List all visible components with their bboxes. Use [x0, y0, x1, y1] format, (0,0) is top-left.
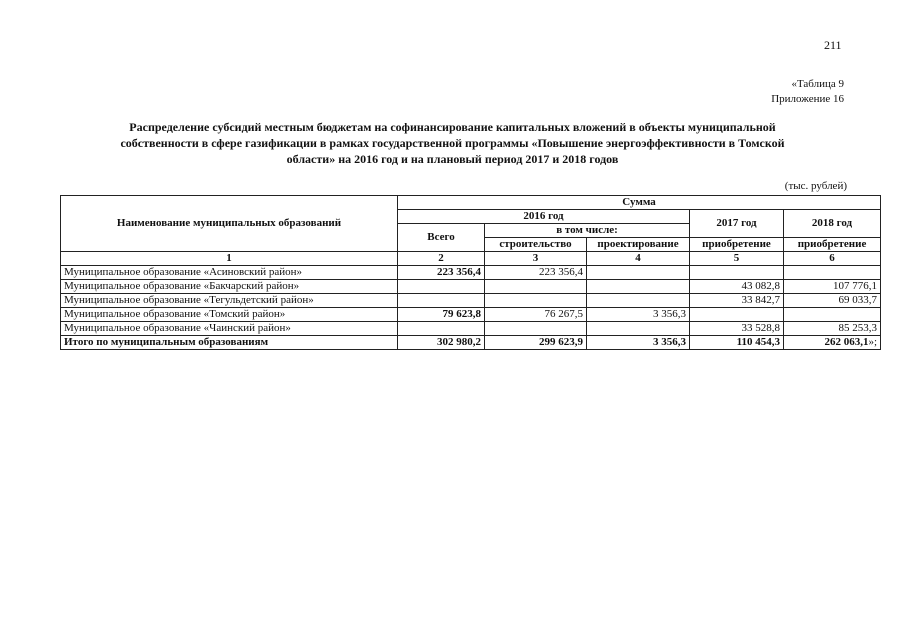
- total-cell: [398, 294, 485, 308]
- header-acquisition-2018: приобретение: [784, 238, 881, 252]
- column-number: 1: [61, 252, 398, 266]
- title-line-3: области» на 2016 год и на плановый период 2017 и 2018 годов: [286, 152, 619, 166]
- header-year-2016: 2016 год: [398, 210, 690, 224]
- year-2017-cell: 33 528,8: [690, 322, 784, 336]
- total-row-2017: 110 454,3: [690, 336, 784, 350]
- municipality-name: Муниципальное образование «Бакчарский район»: [61, 280, 398, 294]
- table-row: [61, 322, 881, 336]
- table-row: [61, 308, 881, 322]
- column-number: 2: [398, 252, 485, 266]
- total-row: [61, 336, 881, 350]
- title-line-2: собственности в сфере газификации в рамках государственной программы «Повышение энергоэффективности в Томской: [120, 136, 785, 150]
- total-cell: [398, 280, 485, 294]
- title-line-1: Распределение субсидий местным бюджетам на софинансирование капитальных вложений в объекты муниципальной: [129, 120, 776, 134]
- header-including: в том числе:: [485, 224, 690, 238]
- table-reference: [771, 77, 844, 107]
- construction-cell: 223 356,4: [485, 266, 587, 280]
- year-2018-cell: 69 033,7: [784, 294, 881, 308]
- header-acquisition-2017: приобретение: [690, 238, 784, 252]
- header-design: проектирование: [587, 238, 690, 252]
- header-name-column: Наименование муниципальных образований: [61, 196, 398, 252]
- construction-cell: 76 267,5: [485, 308, 587, 322]
- total-cell: [398, 322, 485, 336]
- construction-cell: [485, 294, 587, 308]
- total-cell: 223 356,4: [398, 266, 485, 280]
- total-row-design: 3 356,3: [587, 336, 690, 350]
- total-row-label: Итого по муниципальным образованиям: [61, 336, 398, 350]
- design-cell: [587, 294, 690, 308]
- header-construction: строительство: [485, 238, 587, 252]
- total-row-2018-value: 262 063,1: [824, 336, 869, 348]
- municipality-name: Муниципальное образование «Томский район»: [61, 308, 398, 322]
- subsidy-table: [60, 195, 881, 350]
- design-cell: [587, 280, 690, 294]
- design-cell: [587, 322, 690, 336]
- construction-cell: [485, 280, 587, 294]
- document-title: [60, 119, 845, 167]
- header-row-1: [61, 196, 881, 210]
- year-2018-cell: [784, 266, 881, 280]
- header-year-2017: 2017 год: [690, 210, 784, 238]
- municipality-name: Муниципальное образование «Чаинский район»: [61, 322, 398, 336]
- design-cell: [587, 266, 690, 280]
- column-number: 4: [587, 252, 690, 266]
- column-number: 6: [784, 252, 881, 266]
- table-row: [61, 266, 881, 280]
- total-row-total: 302 980,2: [398, 336, 485, 350]
- year-2017-cell: 33 842,7: [690, 294, 784, 308]
- page-number: 211: [824, 38, 842, 52]
- header-total: Всего: [398, 224, 485, 252]
- closing-quote-suffix: »;: [868, 336, 878, 348]
- table-row: [61, 294, 881, 308]
- year-2017-cell: 43 082,8: [690, 280, 784, 294]
- municipality-name: Муниципальное образование «Асиновский район»: [61, 266, 398, 280]
- units-label: (тыс. рублей): [784, 180, 847, 192]
- table-row: [61, 280, 881, 294]
- year-2018-cell: 85 253,3: [784, 322, 881, 336]
- year-2017-cell: [690, 266, 784, 280]
- total-cell: 79 623,8: [398, 308, 485, 322]
- column-number-row: [61, 252, 881, 266]
- construction-cell: [485, 322, 587, 336]
- design-cell: 3 356,3: [587, 308, 690, 322]
- column-number: 3: [485, 252, 587, 266]
- header-year-2018: 2018 год: [784, 210, 881, 238]
- column-number: 5: [690, 252, 784, 266]
- table-reference-line: «Таблица 9: [791, 78, 844, 90]
- year-2017-cell: [690, 308, 784, 322]
- municipality-name: Муниципальное образование «Тегульдетский район»: [61, 294, 398, 308]
- header-sum: Сумма: [398, 196, 881, 210]
- year-2018-cell: 107 776,1: [784, 280, 881, 294]
- total-row-construction: 299 623,9: [485, 336, 587, 350]
- total-row-2018: [784, 336, 881, 350]
- year-2018-cell: [784, 308, 881, 322]
- appendix-reference-line: Приложение 16: [771, 93, 844, 105]
